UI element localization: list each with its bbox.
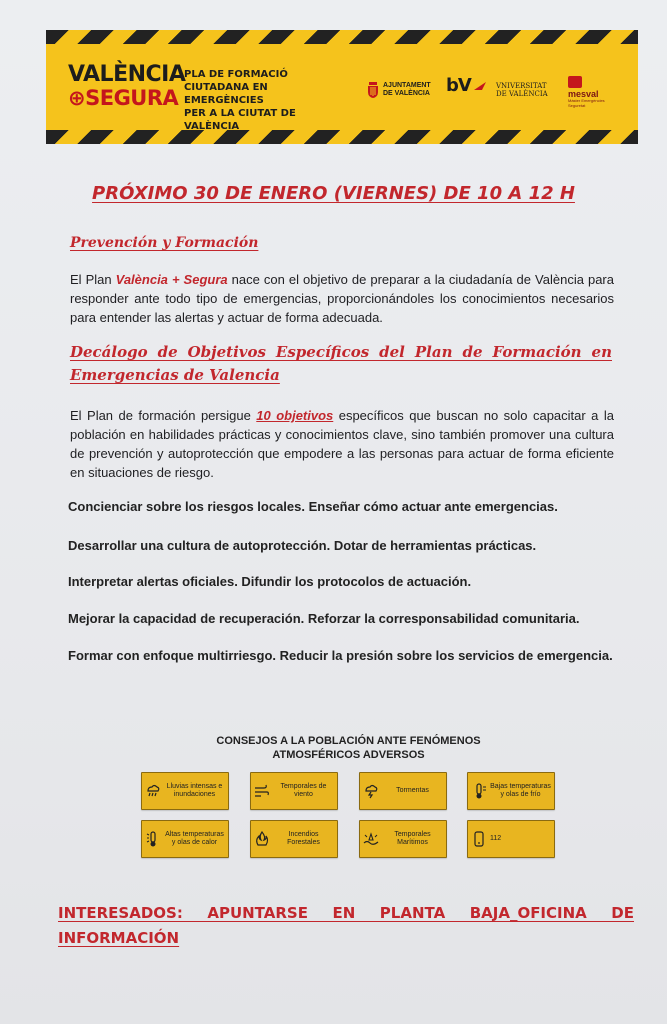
signup-footer: INTERESADOS: APUNTARSE EN PLANTA BAJA_OFICINA DE INFORMACIÓN (58, 904, 634, 947)
mesval-logo (568, 76, 605, 108)
valencia-segura-logo (68, 64, 185, 109)
objective-item: Concienciar sobre los riesgos locales. Enseñar cómo actuar ante emergencias. (68, 499, 558, 514)
objectives-text-pre: El Plan de formación persigue (70, 408, 257, 423)
universitat-logo (496, 82, 548, 98)
mesval-sub: Seguretat (568, 103, 586, 108)
advice-card-frio (467, 772, 555, 810)
rain-icon (145, 783, 161, 799)
city-crest-icon (366, 82, 380, 98)
bv-text: bV (446, 75, 471, 96)
wind-icon (254, 783, 270, 799)
universitat-line: DE VALÈNCIA (496, 90, 548, 98)
objective-item: Mejorar la capacidad de recuperación. Reforzar la corresponsabilidad comunitaria. (68, 611, 580, 626)
advice-card-label: 112 (490, 835, 502, 842)
objectives-count-highlight: 10 objetivos (256, 408, 334, 423)
objectives-paragraph (70, 406, 614, 482)
header-banner (46, 30, 638, 144)
advice-card-label: Bajas temperaturas y olas de frío (490, 783, 551, 798)
ajuntament-line: AJUNTAMENT (383, 82, 431, 89)
universitat-line: VNIVERSITAT (496, 82, 547, 90)
advice-card-label: Temporales de viento (280, 783, 327, 798)
intro-text-post: nace con el objetivo de preparar a la ciudadanía de València para responder ante todo tipo de emergencias, proporcionándoles los conocimientos necesarios para entender las alertas y actuar de forma adecuada. (70, 272, 614, 325)
phone-icon (471, 831, 487, 847)
storm-icon (363, 783, 379, 799)
cold-thermometer-icon (471, 783, 487, 799)
intro-paragraph (70, 270, 614, 327)
bv-accent-icon (474, 82, 486, 90)
objectives-text-post: específicos que buscan no solo capacitar a la población en habilidades prácticas y conocimientos clave, sino también promover una cultura de prevención y autoprotección que empodere a las personas para actuar de forma eficiente en situaciones de riesgo. (70, 408, 614, 480)
advice-card-maritimos (359, 820, 447, 858)
advice-card-label: Tormentas (396, 787, 429, 794)
mesval-mark-icon (568, 76, 582, 88)
plan-title-line: PER A LA CIUTAT DE VALÈNCIA (184, 108, 296, 132)
advice-card-label: Incendios Forestales (287, 831, 320, 846)
forest-fire-icon (254, 831, 270, 847)
advice-card-calor (141, 820, 229, 858)
sea-storm-icon (363, 831, 379, 847)
objective-item: Formar con enfoque multirriesgo. Reducir la presión sobre los servicios de emergencia. (68, 648, 613, 663)
advice-card-tormentas (359, 772, 447, 810)
brand-line1: VALÈNCIA (68, 62, 186, 87)
advice-card-label: Lluvias intensas e inundaciones (166, 783, 223, 798)
event-date-heading: PRÓXIMO 30 DE ENERO (VIERNES) DE 10 A 12 H (92, 183, 575, 204)
objective-item: Desarrollar una cultura de autoprotección. Dotar de herramientas prácticas. (68, 538, 537, 553)
section-heading-decalogo: Decálogo de Objetivos Específicos del Plan de Formación en Emergencias de Valencia (70, 343, 612, 384)
advice-title-line: ATMOSFÉRICOS ADVERSOS (272, 749, 425, 761)
advice-card-label: Altas temperaturas y olas de calor (165, 831, 224, 846)
plan-title (184, 68, 344, 133)
advice-title (0, 734, 667, 762)
advice-card-lluvias (141, 772, 229, 810)
ajuntament-logo (366, 82, 431, 98)
plan-title-line: PLA DE FORMACIÓ (184, 69, 288, 80)
advice-title-line: CONSEJOS A LA POBLACIÓN ANTE FENÓMENOS (216, 735, 481, 747)
intro-text-pre: El Plan (70, 272, 116, 287)
advice-card-incendios (250, 820, 338, 858)
ajuntament-line: DE VALÈNCIA (383, 90, 430, 97)
advice-card-112 (467, 820, 555, 858)
plan-name-highlight: València + Segura (115, 272, 228, 287)
objective-item: Interpretar alertas oficiales. Difundir los protocolos de actuación. (68, 574, 472, 589)
bv-logo (446, 75, 486, 96)
advice-card-label: Temporales Marítimos (394, 831, 431, 846)
advice-card-viento (250, 772, 338, 810)
hazard-stripe-top (46, 30, 638, 44)
mesval-name: mesval (568, 89, 599, 99)
brand-line2: ⊕SEGURA (68, 86, 179, 110)
section-heading-prevencion: Prevención y Formación (70, 235, 259, 251)
mesval-sub: Màster Emergències (568, 98, 605, 103)
plan-title-line: CIUTADANA EN EMERGÈNCIES (184, 82, 268, 106)
heat-thermometer-icon (145, 831, 161, 847)
